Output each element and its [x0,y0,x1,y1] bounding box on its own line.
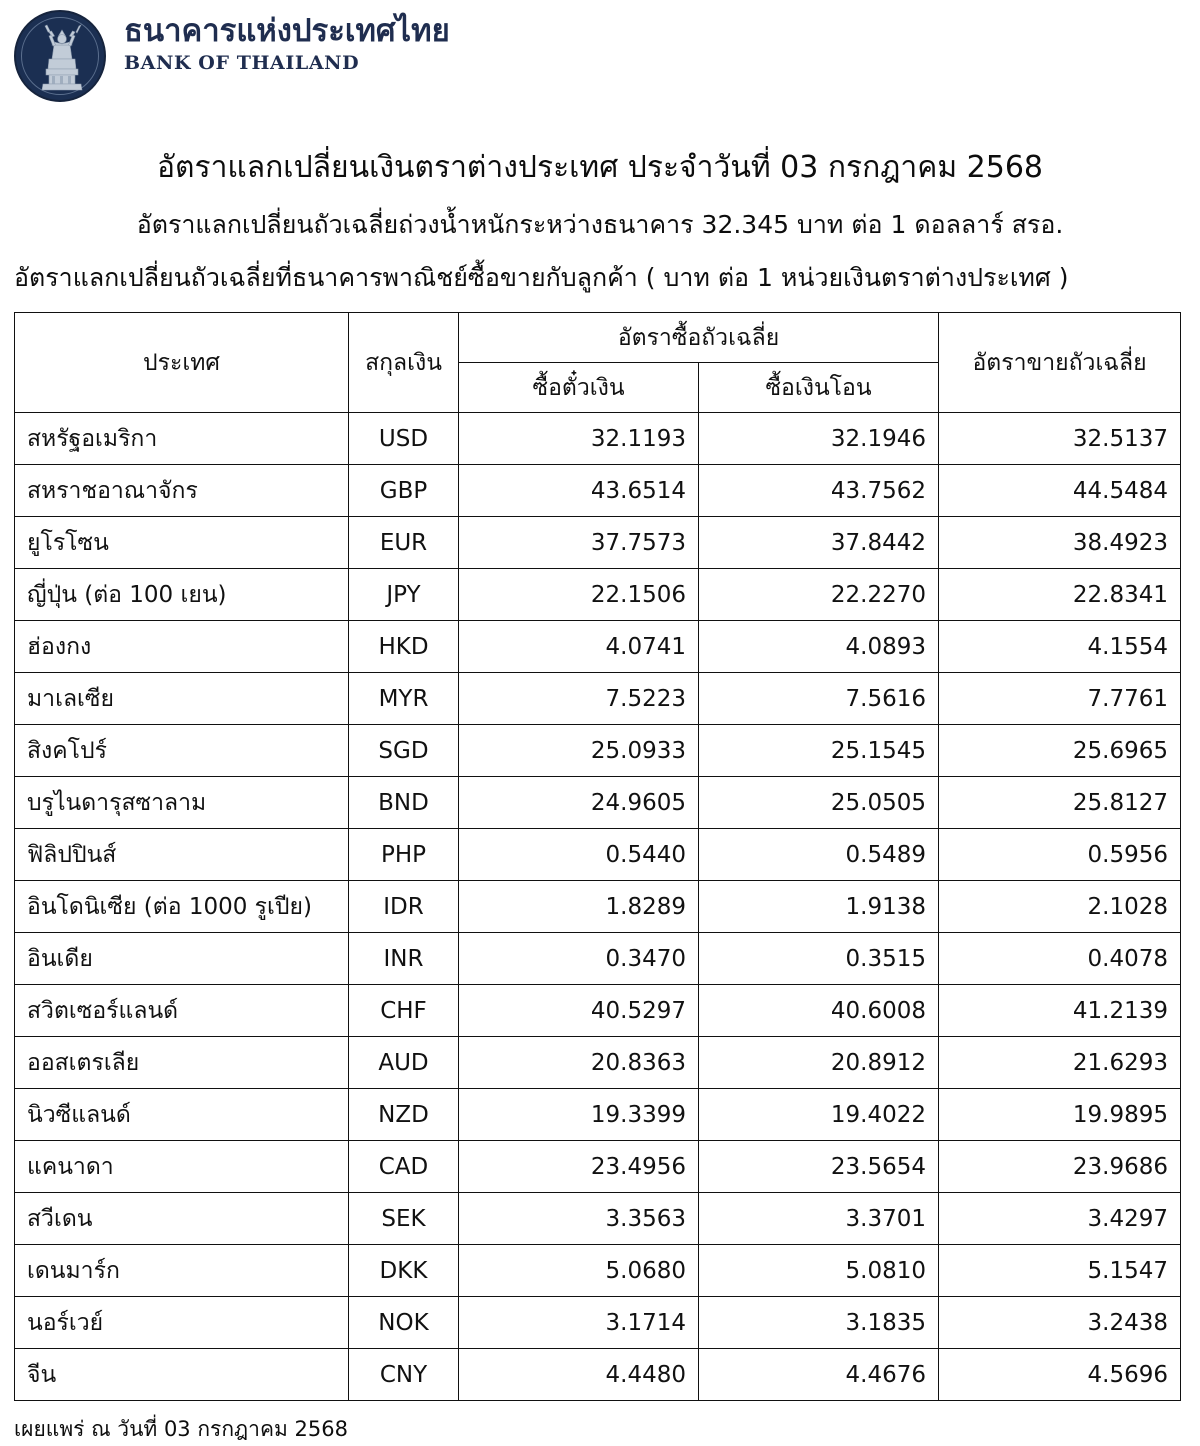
cell-buying-bill: 4.4480 [459,1349,699,1401]
cell-buying-transfer: 7.5616 [699,673,939,725]
cell-country: อินเดีย [15,933,349,985]
table-row [15,881,1181,933]
cell-buying-bill: 0.5440 [459,829,699,881]
cell-country: ฟิลิปปินส์ [15,829,349,881]
bank-of-thailand-seal-icon [14,10,106,102]
cell-country: สวิตเซอร์แลนด์ [15,985,349,1037]
cell-country: บรูไนดารุสซาลาม [15,777,349,829]
table-row [15,829,1181,881]
brand-name-thai: ธนาคารแห่งประเทศไทย [124,13,450,49]
cell-country: สหรัฐอเมริกา [15,413,349,465]
cell-buying-bill: 7.5223 [459,673,699,725]
cell-buying-transfer: 23.5654 [699,1141,939,1193]
cell-currency-code: CNY [349,1349,459,1401]
cell-buying-bill: 5.0680 [459,1245,699,1297]
cell-country: ฮ่องกง [15,621,349,673]
cell-buying-transfer: 1.9138 [699,881,939,933]
table-row [15,777,1181,829]
cell-selling-rate: 3.4297 [939,1193,1181,1245]
cell-selling-rate: 32.5137 [939,413,1181,465]
cell-country: สวีเดน [15,1193,349,1245]
table-row [15,725,1181,777]
table-row [15,1245,1181,1297]
cell-selling-rate: 25.8127 [939,777,1181,829]
table-row [15,673,1181,725]
cell-currency-code: SEK [349,1193,459,1245]
table-row [15,1141,1181,1193]
cell-country: สหราชอาณาจักร [15,465,349,517]
header-buying-bill: ซื้อตั๋วเงิน [459,363,699,413]
cell-currency-code: BND [349,777,459,829]
table-row [15,1089,1181,1141]
cell-buying-bill: 40.5297 [459,985,699,1037]
cell-selling-rate: 21.6293 [939,1037,1181,1089]
cell-selling-rate: 22.8341 [939,569,1181,621]
table-header-row-primary [15,313,1181,363]
cell-currency-code: PHP [349,829,459,881]
cell-buying-transfer: 3.1835 [699,1297,939,1349]
cell-country: สิงคโปร์ [15,725,349,777]
cell-selling-rate: 25.6965 [939,725,1181,777]
cell-buying-transfer: 4.4676 [699,1349,939,1401]
cell-currency-code: USD [349,413,459,465]
cell-buying-transfer: 40.6008 [699,985,939,1037]
cell-buying-transfer: 25.0505 [699,777,939,829]
cell-buying-transfer: 43.7562 [699,465,939,517]
cell-selling-rate: 38.4923 [939,517,1181,569]
cell-country: อินโดนิเซีย (ต่อ 1000 รูเปีย) [15,881,349,933]
cell-selling-rate: 0.5956 [939,829,1181,881]
table-row [15,1037,1181,1089]
cell-selling-rate: 5.1547 [939,1245,1181,1297]
table-row [15,985,1181,1037]
cell-buying-bill: 3.3563 [459,1193,699,1245]
cell-currency-code: HKD [349,621,459,673]
cell-buying-transfer: 19.4022 [699,1089,939,1141]
cell-selling-rate: 2.1028 [939,881,1181,933]
cell-buying-transfer: 0.5489 [699,829,939,881]
cell-currency-code: GBP [349,465,459,517]
cell-buying-bill: 24.9605 [459,777,699,829]
cell-buying-bill: 3.1714 [459,1297,699,1349]
cell-currency-code: NOK [349,1297,459,1349]
cell-buying-transfer: 37.8442 [699,517,939,569]
table-head [15,313,1181,413]
exchange-rate-table-wrapper [0,298,1200,1401]
cell-currency-code: JPY [349,569,459,621]
cell-currency-code: SGD [349,725,459,777]
brand-text [124,10,450,73]
cell-buying-transfer: 4.0893 [699,621,939,673]
cell-selling-rate: 23.9686 [939,1141,1181,1193]
cell-country: เดนมาร์ก [15,1245,349,1297]
cell-currency-code: AUD [349,1037,459,1089]
cell-country: ออสเตรเลีย [15,1037,349,1089]
table-row [15,465,1181,517]
cell-currency-code: DKK [349,1245,459,1297]
interbank-rate-subtitle: อัตราแลกเปลี่ยนถัวเฉลี่ยถ่วงน้ำหนักระหว่างธนาคาร 32.345 บาท ต่อ 1 ดอลลาร์ สรอ. [136,210,1064,239]
cell-country: ญี่ปุ่น (ต่อ 100 เยน) [15,569,349,621]
cell-country: นิวซีแลนด์ [15,1089,349,1141]
table-row [15,569,1181,621]
titles-block [0,144,1200,298]
cell-buying-bill: 4.0741 [459,621,699,673]
cell-currency-code: IDR [349,881,459,933]
cell-buying-bill: 37.7573 [459,517,699,569]
header-buying-rate: อัตราซื้อถัวเฉลี่ย [459,313,939,363]
cell-buying-transfer: 3.3701 [699,1193,939,1245]
cell-selling-rate: 3.2438 [939,1297,1181,1349]
table-row [15,1193,1181,1245]
cell-selling-rate: 4.1554 [939,621,1181,673]
cell-country: มาเลเซีย [15,673,349,725]
cell-buying-bill: 1.8289 [459,881,699,933]
cell-buying-bill: 25.0933 [459,725,699,777]
cell-country: นอร์เวย์ [15,1297,349,1349]
cell-currency-code: CHF [349,985,459,1037]
table-row [15,933,1181,985]
table-row [15,1297,1181,1349]
table-row [15,621,1181,673]
cell-buying-transfer: 0.3515 [699,933,939,985]
cell-buying-transfer: 5.0810 [699,1245,939,1297]
cell-country: แคนาดา [15,1141,349,1193]
brand-header [0,0,1200,110]
commercial-bank-rate-subtitle: อัตราแลกเปลี่ยนถัวเฉลี่ยที่ธนาคารพาณิชย์ซื้อขายกับลูกค้า ( บาท ต่อ 1 หน่วยเงินตราต่างประเทศ ) [14,263,1069,292]
header-currency: สกุลเงิน [349,313,459,413]
brand-name-english: BANK OF THAILAND [124,52,360,74]
table-row [15,517,1181,569]
cell-buying-transfer: 22.2270 [699,569,939,621]
cell-buying-bill: 43.6514 [459,465,699,517]
cell-buying-bill: 20.8363 [459,1037,699,1089]
table-row [15,1349,1181,1401]
cell-country: ยูโรโซน [15,517,349,569]
exchange-rate-table [14,312,1181,1401]
cell-buying-transfer: 25.1545 [699,725,939,777]
published-date: เผยแพร่ ณ วันที่ 03 กรกฎาคม 2568 [14,1417,348,1441]
cell-buying-bill: 0.3470 [459,933,699,985]
cell-selling-rate: 41.2139 [939,985,1181,1037]
cell-buying-bill: 22.1506 [459,569,699,621]
cell-selling-rate: 19.9895 [939,1089,1181,1141]
header-buying-transfer: ซื้อเงินโอน [699,363,939,413]
cell-selling-rate: 44.5484 [939,465,1181,517]
cell-currency-code: MYR [349,673,459,725]
cell-currency-code: INR [349,933,459,985]
cell-selling-rate: 0.4078 [939,933,1181,985]
cell-buying-transfer: 20.8912 [699,1037,939,1089]
cell-buying-transfer: 32.1946 [699,413,939,465]
cell-currency-code: NZD [349,1089,459,1141]
cell-buying-bill: 32.1193 [459,413,699,465]
cell-country: จีน [15,1349,349,1401]
cell-selling-rate: 7.7761 [939,673,1181,725]
cell-buying-bill: 19.3399 [459,1089,699,1141]
header-selling-rate: อัตราขายถัวเฉลี่ย [939,313,1181,413]
cell-currency-code: EUR [349,517,459,569]
cell-selling-rate: 4.5696 [939,1349,1181,1401]
page-title: อัตราแลกเปลี่ยนเงินตราต่างประเทศ ประจำวันที่ 03 กรกฎาคม 2568 [156,150,1044,185]
table-body [15,413,1181,1401]
table-row [15,413,1181,465]
header-country: ประเทศ [15,313,349,413]
cell-buying-bill: 23.4956 [459,1141,699,1193]
cell-currency-code: CAD [349,1141,459,1193]
